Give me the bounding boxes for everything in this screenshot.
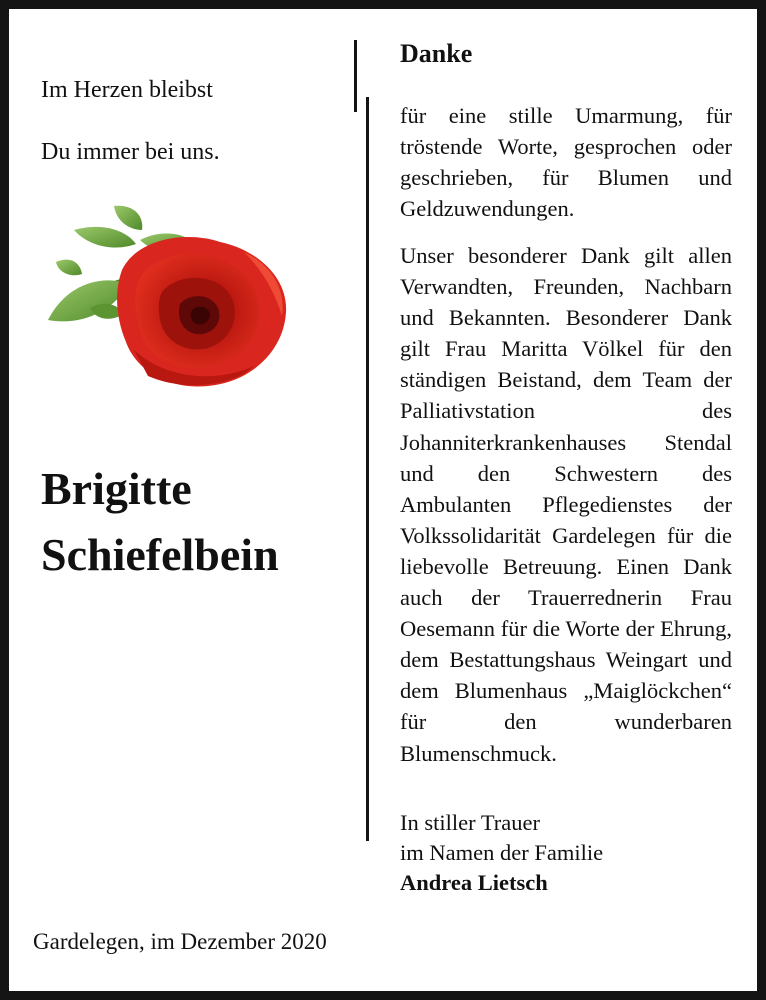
deceased-name <box>41 456 279 588</box>
thanks-paragraph-2: Unser besonderer Dank gilt allen Verwandten, Freunden, Nachbarn und Bekannten. Besonderer Dank gilt Frau Maritta Völkel für den ständigen Beistand, dem Team der Palliativstation des Johanniterkrankenhauses Stendal und den Schwestern des Ambulanten Pflegedienstes der Volkssolidarität Gardelegen für die liebevolle Betreuung. Einen Dank auch der Trauerrednerin Frau Oesemann für die Worte der Ehrung, dem Bestattungshaus Weingart und dem Blumenhaus „Maiglöckchen“ für den wunderbaren Blumenschmuck. <box>400 243 732 766</box>
thanks-heading: Danke <box>400 39 473 68</box>
column-divider-upper <box>354 40 357 112</box>
signer-name: Andrea Lietsch <box>400 870 548 895</box>
memorial-motto <box>41 44 220 199</box>
motto-line-1: Im Herzen bleibst <box>41 77 213 103</box>
signoff-line-1: In stiller Trauer <box>400 810 540 835</box>
thanks-paragraph-1: für eine stille Umarmung, für tröstende Worte, gesprochen oder geschrieben, für Blumen und Geldzuwendungen. <box>400 103 732 222</box>
place-date: Gardelegen, im Dezember 2020 <box>33 929 327 954</box>
name-line-2: Schiefelbein <box>41 529 279 580</box>
rose-icon <box>44 200 294 392</box>
column-divider <box>366 97 369 841</box>
name-line-1: Brigitte <box>41 463 192 514</box>
signoff <box>400 808 603 898</box>
signoff-line-2: im Namen der Familie <box>400 840 604 865</box>
motto-line-2: Du immer bei uns. <box>41 139 220 165</box>
